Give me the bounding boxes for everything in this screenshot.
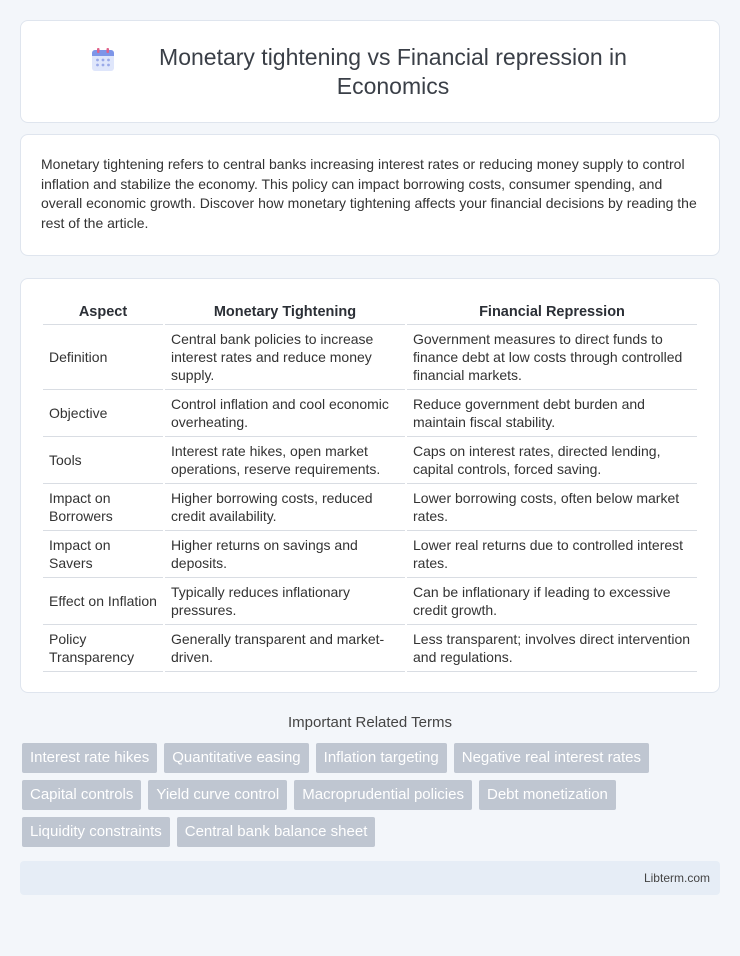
related-term-tag[interactable]: Negative real interest rates — [454, 743, 649, 773]
related-term-tag[interactable]: Interest rate hikes — [22, 743, 157, 773]
footer-brand-link[interactable]: Libterm.com — [643, 871, 710, 885]
related-terms-list — [0, 743, 740, 847]
table-header-row — [43, 299, 697, 324]
table-cell: Government measures to direct funds to finance debt at low costs through controlled financial markets. — [407, 324, 697, 389]
table-row — [43, 577, 697, 624]
table-cell: Can be inflationary if leading to excessive credit growth. — [407, 577, 697, 624]
related-term-tag[interactable]: Liquidity constraints — [22, 817, 170, 847]
column-header-monetary-tightening: Monetary Tightening — [213, 304, 357, 320]
table-cell-aspect: Impact on Savers — [43, 530, 163, 577]
table-row — [43, 624, 697, 672]
table-cell: Typically reduces inflationary pressures. — [165, 577, 405, 624]
comparison-table — [41, 299, 699, 672]
related-term-tag[interactable]: Quantitative easing — [164, 743, 308, 773]
table-cell: Interest rate hikes, open market operations, reserve requirements. — [165, 436, 405, 483]
comparison-card — [20, 278, 720, 693]
table-cell-aspect: Tools — [43, 436, 163, 483]
table-cell-aspect: Definition — [43, 324, 163, 389]
related-term-tag[interactable]: Macroprudential policies — [294, 780, 472, 810]
table-cell: Reduce government debt burden and maintain fiscal stability. — [407, 389, 697, 436]
table-cell-aspect: Objective — [43, 389, 163, 436]
column-header-aspect: Aspect — [78, 304, 128, 320]
table-cell: Generally transparent and market-driven. — [165, 624, 405, 672]
related-term-tag[interactable]: Yield curve control — [148, 780, 287, 810]
table-row — [43, 324, 697, 389]
table-cell: Less transparent; involves direct intervention and regulations. — [407, 624, 697, 672]
table-row — [43, 389, 697, 436]
related-term-tag[interactable]: Central bank balance sheet — [177, 817, 376, 847]
table-cell: Higher returns on savings and deposits. — [165, 530, 405, 577]
footer — [20, 861, 720, 895]
intro-text: Monetary tightening refers to central banks increasing interest rates or reducing money supply to control inflation and stabilize the economy. This policy can impact borrowing costs, consumer spending, and overall economic growth. Discover how monetary tightening affects your financial decisions by reading the rest of the article. — [41, 156, 697, 231]
related-terms-section — [0, 714, 740, 847]
table-row — [43, 436, 697, 483]
related-term-tag[interactable]: Debt monetization — [479, 780, 616, 810]
related-term-tag[interactable]: Inflation targeting — [316, 743, 447, 773]
table-cell: Central bank policies to increase interest rates and reduce money supply. — [165, 324, 405, 389]
column-header-financial-repression: Financial Repression — [479, 304, 625, 320]
table-cell-aspect: Policy Transparency — [43, 624, 163, 672]
table-cell: Caps on interest rates, directed lending, capital controls, forced saving. — [407, 436, 697, 483]
related-term-tag[interactable]: Capital controls — [22, 780, 141, 810]
page-title: Monetary tightening vs Financial repression in Economics — [159, 43, 627, 99]
intro-card — [20, 134, 720, 256]
table-cell-aspect: Impact on Borrowers — [43, 483, 163, 530]
calendar-icon — [90, 47, 116, 73]
table-cell: Higher borrowing costs, reduced credit availability. — [165, 483, 405, 530]
title-card — [20, 20, 720, 123]
table-row — [43, 530, 697, 577]
table-cell: Lower borrowing costs, often below market rates. — [407, 483, 697, 530]
table-cell: Control inflation and cool economic overheating. — [165, 389, 405, 436]
related-terms-title: Important Related Terms — [288, 714, 452, 731]
table-cell: Lower real returns due to controlled interest rates. — [407, 530, 697, 577]
table-cell-aspect: Effect on Inflation — [43, 577, 163, 624]
table-row — [43, 483, 697, 530]
